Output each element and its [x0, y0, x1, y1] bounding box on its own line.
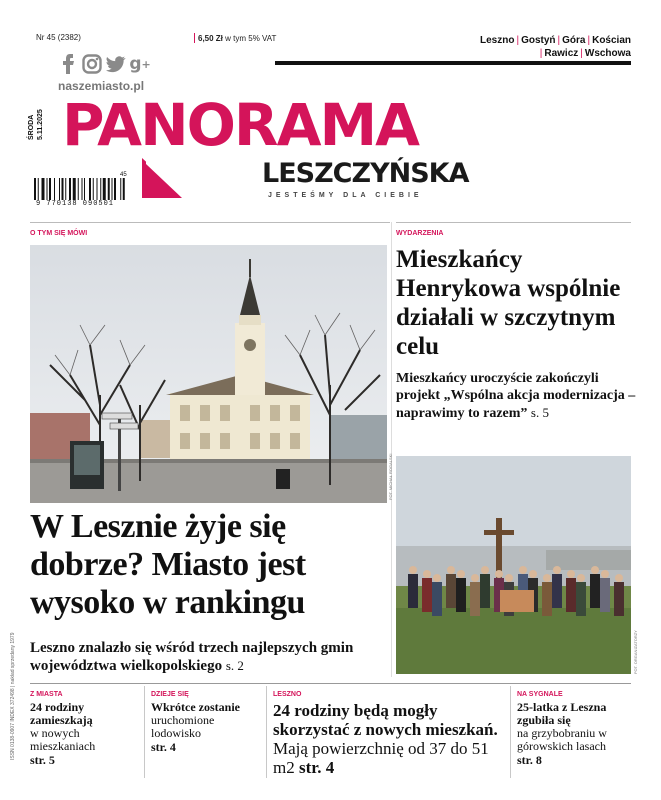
imprint: ISSN 0138-0907 INDEX 372498 | nakład sprzedany 1979 — [10, 632, 16, 760]
person-figure — [480, 574, 490, 608]
teaser-label: Z MIASTA — [30, 691, 63, 698]
teaser-divider — [510, 686, 511, 778]
teaser-page: str. 4 — [298, 758, 335, 777]
person-head — [529, 570, 537, 578]
barcode-issue: 45 — [120, 172, 127, 178]
person-figure — [422, 578, 432, 612]
teaser-z-miasta[interactable] — [30, 691, 138, 768]
event-photo-group[interactable] — [396, 456, 631, 674]
barcode-bar — [49, 178, 51, 200]
date: 5.11.2025 — [37, 109, 44, 140]
main-photo-town-hall[interactable] — [30, 245, 387, 503]
towns-line-1: Leszno | Gostyń | Góra | Kościan — [480, 35, 631, 46]
barcode-bar — [120, 178, 121, 200]
town-leszno[interactable]: Leszno — [480, 35, 515, 46]
person-figure — [432, 582, 442, 616]
teaser-label: DZIEJE SIĘ — [151, 691, 189, 698]
teaser-divider — [144, 686, 145, 778]
town-koscian[interactable]: Kościan — [592, 35, 631, 46]
teaser-bold: Wkrótce zostanie — [151, 700, 240, 714]
person-figure — [542, 582, 552, 616]
barcode-bar — [89, 178, 91, 200]
main-deck-page: s. 2 — [225, 658, 244, 673]
person-head — [423, 570, 431, 578]
barcode-bar — [65, 178, 66, 200]
barcode-bar — [73, 178, 76, 200]
barcode-bar — [100, 178, 101, 200]
section-label-main: O TYM SIĘ MÓWI — [30, 230, 88, 237]
event-photo-credit: FOT. ORGANIZATORZY — [633, 630, 638, 674]
barcode-bar — [59, 178, 60, 200]
teaser-leszno[interactable] — [273, 691, 505, 777]
teaser-bold: 25-latka z Leszna zgubiła się — [517, 700, 607, 727]
barcode-bar — [93, 178, 94, 200]
masthead-rule — [275, 61, 631, 65]
teaser-text: uruchomione lodowisko — [151, 713, 215, 740]
teaser-text: na grzybobraniu w górowskich lasach — [517, 726, 607, 753]
person-head — [577, 574, 585, 582]
towns-list — [451, 34, 631, 60]
barcode-bar — [38, 178, 39, 200]
teaser-text: w nowych mieszkaniach — [30, 726, 96, 753]
barcode-bar — [78, 178, 79, 200]
event-deck — [396, 370, 636, 422]
person-figure — [552, 574, 562, 608]
twitter-icon[interactable] — [106, 54, 126, 74]
person-figure — [566, 578, 576, 612]
teaser-label: NA SYGNALE — [517, 691, 563, 698]
person-head — [471, 574, 479, 582]
person-head — [505, 574, 513, 582]
event-deck-page: s. 5 — [530, 405, 549, 420]
main-deck-text: Leszno znalazło się wśród trzech najlepszych gmin województwa wielkopolskiego — [30, 640, 354, 674]
price-vat: w tym 5% VAT — [222, 34, 277, 43]
person-head — [457, 570, 465, 578]
person-figure — [456, 578, 466, 612]
person-head — [601, 570, 609, 578]
person-head — [519, 566, 527, 574]
barcode-bar — [69, 178, 71, 200]
barcode — [34, 178, 146, 200]
weekday: ŚRODA — [28, 114, 35, 140]
person-head — [567, 570, 575, 578]
social-icons — [58, 54, 150, 74]
person-figure — [470, 582, 480, 616]
barcode-bar — [62, 178, 64, 200]
slogan: JESTEŚMY DLA CIEBIE — [268, 192, 423, 199]
teaser-page: str. 4 — [151, 740, 176, 754]
person-head — [591, 566, 599, 574]
website[interactable]: naszemiasto.pl — [58, 79, 145, 93]
barcode-bar — [34, 178, 36, 200]
person-figure — [576, 582, 586, 616]
barcode-bar — [54, 178, 55, 200]
teaser-divider — [266, 686, 267, 778]
barcode-bar — [42, 178, 45, 200]
price-value: 6,50 Zł — [198, 34, 223, 43]
section-label-events: WYDARZENIA — [396, 230, 444, 237]
teaser-label: LESZNO — [273, 691, 302, 698]
person-figure — [408, 574, 418, 608]
teaser-bold: 24 rodziny zamieszkają — [30, 700, 93, 727]
person-figure — [590, 574, 600, 608]
barcode-bar — [84, 178, 85, 200]
barcode-bar — [97, 178, 98, 200]
person-head — [447, 566, 455, 574]
barcode-bar — [108, 178, 110, 200]
event-headline[interactable]: Mieszkańcy Henrykowa wspólnie działali w szczytnym celu — [396, 246, 621, 360]
barcode-bar — [114, 178, 116, 200]
teaser-text: Mają powierzchnię od 37 do 51 m2 — [273, 739, 489, 777]
main-photo-credit: FOT. MICHAŁ ROGALSKI — [388, 453, 393, 500]
person-figure — [446, 574, 456, 608]
logo-panorama: PANORAMA — [62, 91, 419, 159]
person-head — [409, 566, 417, 574]
event-deck-text: Mieszkańcy uroczyście zakończyli projekt „Wspólna akcja modernizacja – naprawimy to razem” — [396, 371, 636, 421]
issue-number: Nr 45 (2382) — [36, 33, 81, 42]
section-rule-right — [396, 222, 631, 223]
main-deck — [30, 640, 400, 675]
towns-line-2: | Rawicz | Wschowa — [539, 48, 631, 59]
person-head — [543, 574, 551, 582]
barcode-bar — [112, 178, 113, 200]
person-figure — [600, 578, 610, 612]
teaser-dzieje-sie[interactable] — [151, 691, 259, 755]
barcode-bar — [103, 178, 106, 200]
town-gostyn[interactable]: Gostyń — [521, 35, 556, 46]
teaser-bold: 24 rodziny będą mogły skorzystać z nowych mieszkań. — [273, 701, 498, 739]
barcode-bar — [123, 178, 125, 200]
teaser-page: str. 8 — [517, 753, 542, 767]
town-wschowa[interactable]: Wschowa — [584, 48, 631, 59]
person-head — [481, 566, 489, 574]
section-rule-left — [30, 222, 390, 223]
town-rawicz[interactable]: Rawicz — [544, 48, 579, 59]
town-gora[interactable]: Góra — [562, 35, 586, 46]
price — [194, 33, 276, 43]
barcode-bar — [82, 178, 83, 200]
barcode-number: 9 770138 090501 — [36, 200, 115, 208]
person-head — [433, 574, 441, 582]
barcode-bar — [47, 178, 48, 200]
facebook-icon[interactable] — [58, 54, 78, 74]
logo-leszczynska: LESZCZYŃSKA — [262, 158, 469, 189]
price-divider — [194, 33, 195, 43]
teaser-na-sygnale[interactable] — [517, 691, 633, 768]
logo-accent-triangle — [142, 158, 186, 198]
google-plus-icon[interactable]: g + — [129, 54, 151, 74]
teaser-rule — [30, 683, 631, 684]
main-headline[interactable]: W Lesznie żyje się dobrze? Miasto jest wysoko w rankingu — [30, 508, 306, 621]
instagram-icon[interactable] — [82, 54, 102, 74]
teaser-page: str. 5 — [30, 753, 55, 767]
person-head — [553, 566, 561, 574]
person-figure — [614, 582, 624, 616]
person-head — [495, 570, 503, 578]
person-head — [615, 574, 623, 582]
